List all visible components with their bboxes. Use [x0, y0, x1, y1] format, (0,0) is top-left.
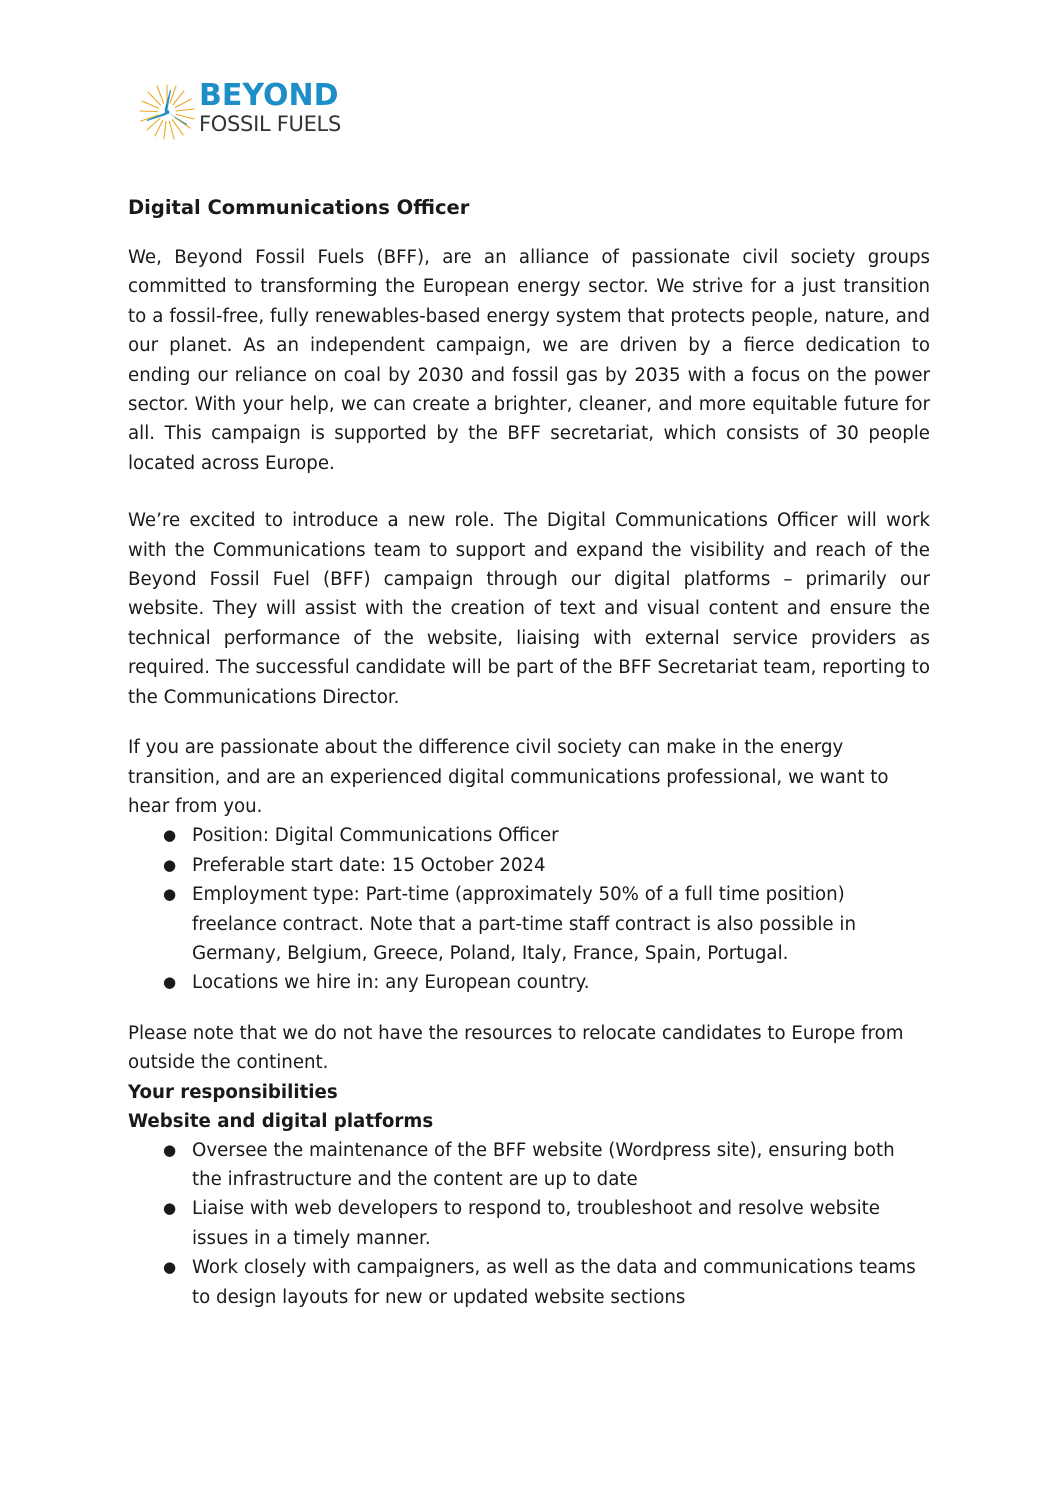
bullet-icon: ●: [163, 826, 177, 845]
document-body: [128, 193, 930, 1312]
logo-wordmark-line-1: BEYOND: [199, 78, 339, 113]
bullet-icon: ●: [163, 885, 177, 904]
job-title-heading: Digital Communications Officer: [128, 196, 470, 219]
list-item: [128, 880, 930, 968]
bullet-icon: ●: [163, 855, 177, 874]
detail-position: Position: Digital Communications Officer: [192, 825, 559, 847]
list-item: [128, 821, 930, 850]
bullet-icon: ●: [163, 1199, 177, 1218]
list-item: [128, 1194, 930, 1253]
beyond-fossil-fuels-logo: [137, 80, 352, 142]
bullet-icon: ●: [163, 1140, 177, 1159]
list-item: [128, 1136, 930, 1195]
intro-paragraph: We, Beyond Fossil Fuels (BFF), are an alliance of passionate civil society groups committed to transforming the European energy sector. We strive for a just transition to a fossil-free, fully renewables-based energy system that protects people, nature, and our planet. As an independent campaign, we are driven by a fierce dedication to ending our reliance on coal by 2030 and fossil gas by 2035 with a focus on the power sector. With your help, we can create a brighter, cleaner, and more equitable future for all. This campaign is supported by the BFF secretariat, which consists of 30 people located across Europe.: [128, 247, 930, 474]
wind-turbine-sun-icon: [137, 82, 197, 142]
list-item: [128, 851, 930, 880]
bullet-icon: ●: [163, 973, 177, 992]
call-to-apply-paragraph: If you are passionate about the difference civil society can make in the energy transition, and are an experienced digital communications professional, we want to hear from you.: [128, 737, 889, 817]
detail-employment-type: Employment type: Part-time (approximately 50% of a full time position) freelance contract. Note that a part-time staff contract is also possible in Germany, Belgium, Greece, Poland, Italy, France, Spain, Portugal.: [192, 884, 856, 964]
responsibility-text: Oversee the maintenance of the BFF website (Wordpress site), ensuring both the infrastructure and the content are up to date: [192, 1139, 895, 1190]
list-item: [128, 968, 930, 997]
detail-locations: Locations we hire in: any European country.: [192, 972, 590, 994]
bullet-icon: ●: [163, 1258, 177, 1277]
website-responsibilities-list: [128, 1136, 930, 1312]
job-details-list: [128, 821, 930, 997]
responsibility-text: Work closely with campaigners, as well as the data and communications teams to design layouts for new or updated website sections: [192, 1257, 916, 1308]
responsibility-text: Liaise with web developers to respond to, troubleshoot and resolve website issues in a timely manner.: [192, 1198, 880, 1249]
detail-start-date: Preferable start date: 15 October 2024: [192, 854, 546, 876]
role-intro-paragraph: We’re excited to introduce a new role. The Digital Communications Officer will work with the Communications team to support and expand the visibility and reach of the Beyond Fossil Fuel (BFF) campaign through our digital platforms – primarily our website. They will assist with the creation of text and visual content and ensure the technical performance of the website, liaising with external service providers as required. The successful candidate will be part of the BFF Secretariat team, reporting to the Communications Director.: [128, 510, 930, 708]
logo-wordmark-line-2: FOSSIL FUELS: [199, 112, 341, 136]
website-section-heading: Website and digital platforms: [128, 1110, 434, 1132]
list-item: [128, 1253, 930, 1312]
responsibilities-heading: Your responsibilities: [128, 1081, 338, 1103]
relocation-note-paragraph: Please note that we do not have the resources to relocate candidates to Europe from outside the continent.: [128, 1022, 904, 1074]
